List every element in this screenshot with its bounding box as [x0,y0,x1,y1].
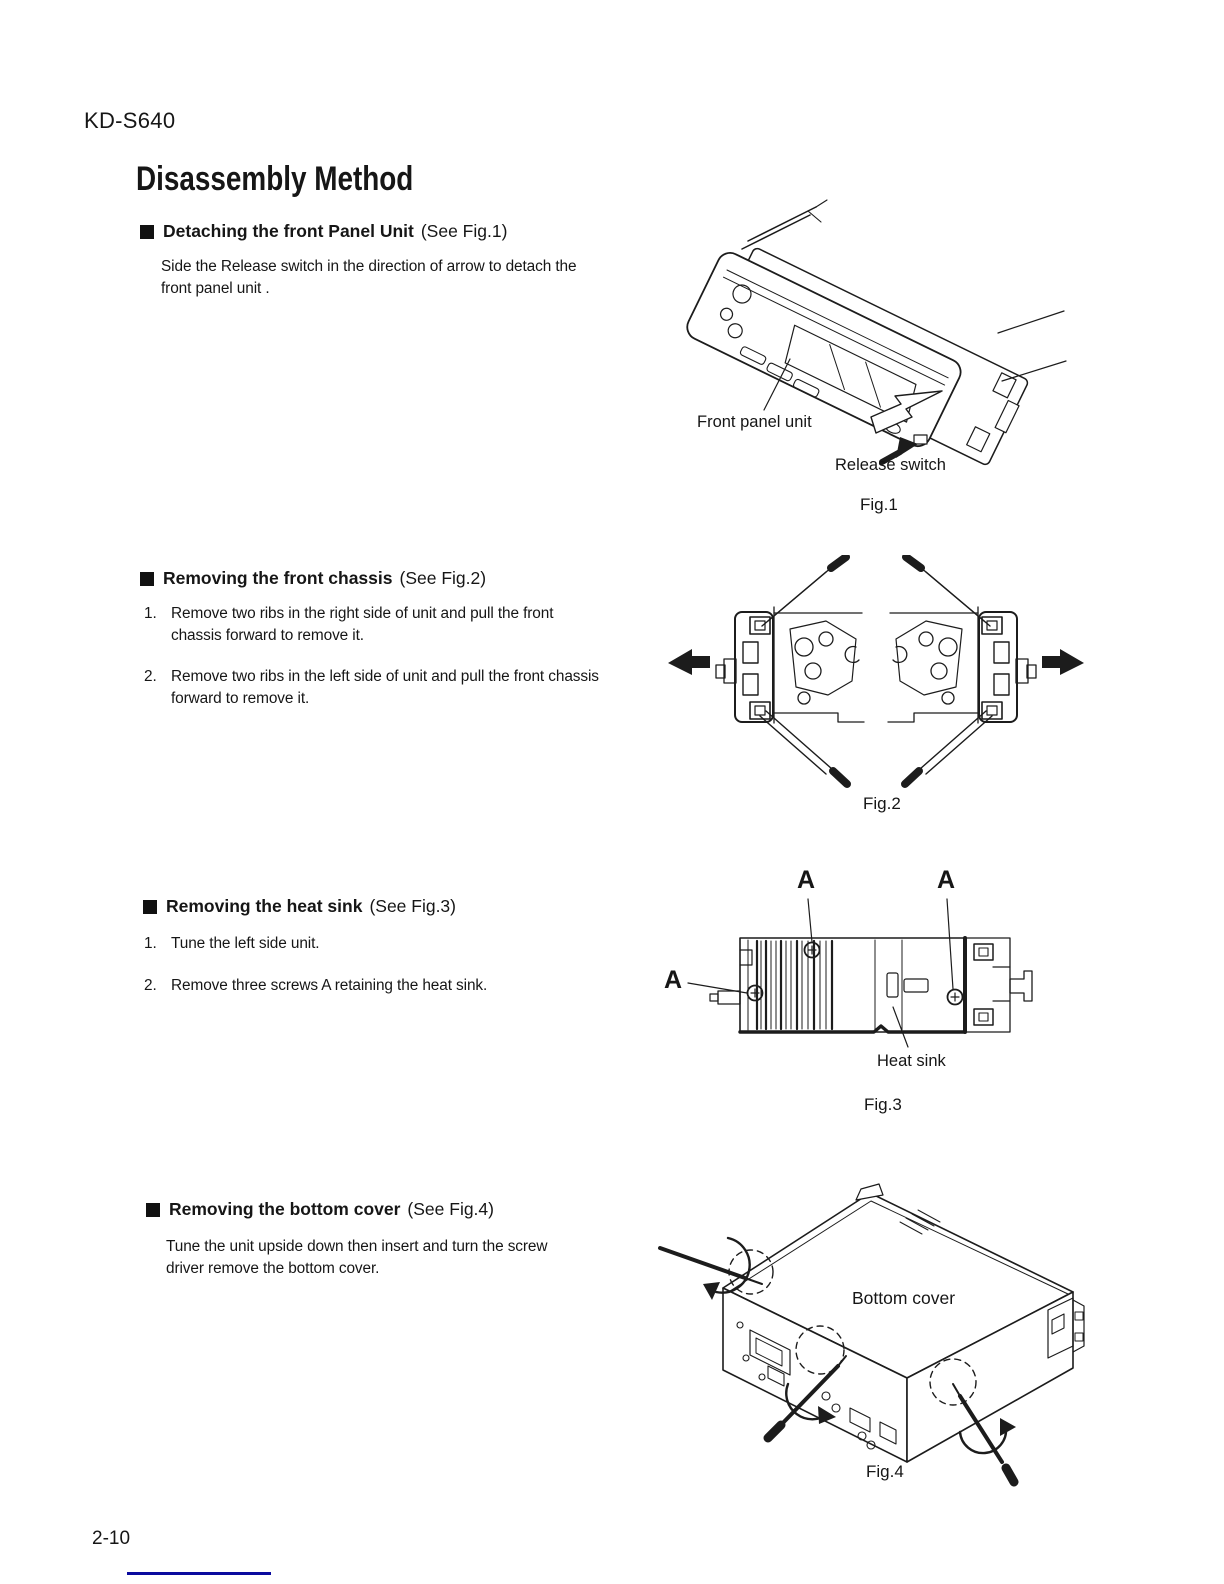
section-figure-ref: (See Fig.1) [420,221,508,241]
bullet-square-icon [143,900,157,914]
section-heading-front-chassis [140,568,486,589]
section-figure-ref: (See Fig.3) [369,896,456,916]
figure-4-caption: Fig.4 [866,1462,904,1481]
figure-2-caption: Fig.2 [863,794,901,813]
screw-a-icons [748,943,963,1005]
step-number: 1. [144,605,157,622]
section-heading-bottom-cover [146,1199,494,1220]
figure-3-caption: Fig.3 [864,1095,902,1114]
section-heading-detach-front-panel [140,221,507,242]
section-heading-text: Removing the front chassis [163,568,393,588]
section-figure-ref: (See Fig.2) [399,568,487,588]
heat-sink-leader-line [893,1007,908,1047]
footer-rule [127,1572,271,1575]
screwdriver-bottom [766,711,832,769]
figure-2-front-chassis-drawing [650,555,1102,815]
section-heading-heat-sink [143,896,456,917]
section-heading-text: Detaching the front Panel Unit [163,221,414,241]
label-bottom-cover: Bottom cover [852,1288,956,1308]
section-body-bottom-cover: Tune the unit upside down then insert and turn the screw driver remove the bottom cover. [166,1238,548,1277]
section-steps-front-chassis [144,603,607,729]
step-number: 1. [144,935,157,952]
unit-upside-down-drawing [650,1170,1090,1490]
label-screw-a-left: A [664,966,683,994]
heat-sink-side-view-drawing [650,855,1050,1125]
bullet-square-icon [146,1203,160,1217]
label-front-panel-unit: Front panel unit [697,413,812,431]
step-number: 2. [144,668,157,685]
section-heading-text: Removing the bottom cover [169,1199,401,1219]
car-stereo-isometric-drawing [650,195,1090,525]
figure-1-caption: Fig.1 [860,495,898,514]
model-number: KD-S640 [84,108,176,133]
label-screw-a-top-right: A [937,866,956,894]
step-item [144,666,607,710]
step-text: Tune the left side unit. [171,935,320,952]
figure-4-bottom-cover-drawing [650,1170,1090,1490]
label-heat-sink: Heat sink [877,1052,946,1070]
step-item [144,933,607,955]
label-screw-a-top-left: A [797,866,816,894]
label-release-switch: Release switch [835,456,946,474]
page-title: Disassembly Method [136,160,414,198]
step-text: Remove two ribs in the right side of unit and pull the front chassis forward to remove it. [171,605,554,644]
step-item [144,975,607,997]
footer-page-number: 2-10 [92,1528,131,1549]
section-heading-text: Removing the heat sink [166,896,363,916]
section-figure-ref: (See Fig.4) [407,1199,494,1219]
pull-direction-arrow [668,649,710,675]
figure-1-front-panel-drawing [650,195,1090,525]
section-steps-heat-sink [144,933,607,1016]
step-number: 2. [144,977,157,994]
bullet-square-icon [140,225,154,239]
step-text: Remove three screws A retaining the heat sink. [171,977,488,994]
section-body-detach-front-panel: Side the Release switch in the direction of arrow to detach the front panel unit . [161,258,577,297]
release-switch-knob [914,435,927,444]
chassis-ribs-drawing [650,555,1102,815]
heat-sink-fins [757,941,832,1029]
step-text: Remove two ribs in the left side of unit and pull the front chassis forward to remove it. [171,668,599,707]
bullet-square-icon [140,572,154,586]
figure-3-heat-sink-drawing [650,855,1050,1125]
step-item [144,603,607,647]
